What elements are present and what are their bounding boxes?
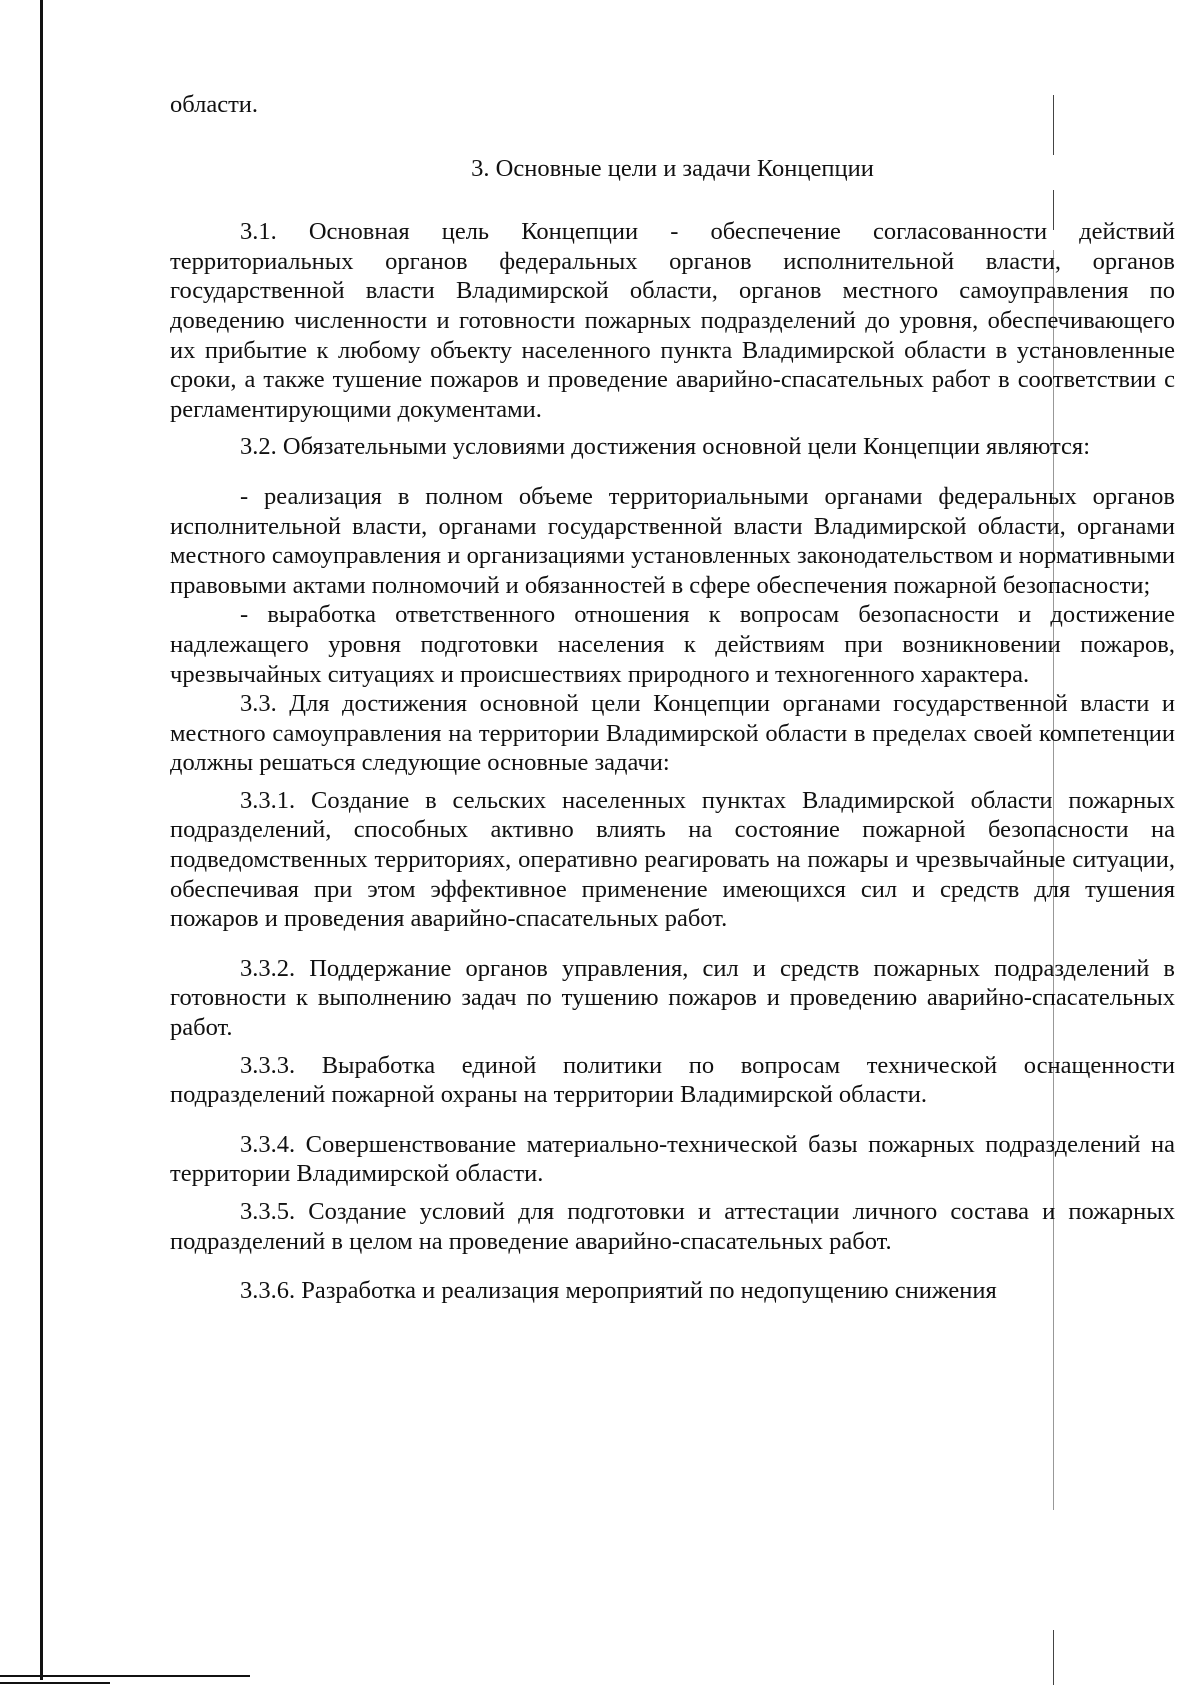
- document-page: [170, 90, 1175, 1306]
- list-item-responsibility: - выработка ответственного отношения к вопросам безопасности и достижение надлежащего уровня подготовки населения к действиям при возникновении пожаров, чрезвычайных ситуациях и происшествиях природного и техногенного характера.: [170, 601, 1175, 688]
- paragraph-3-3-6: 3.3.6. Разработка и реализация мероприятий по недопущению снижения: [240, 1277, 997, 1305]
- paragraph-3-3-4: 3.3.4. Совершенствование материально-технической базы пожарных подразделений на территории Владимирской области.: [170, 1130, 1175, 1188]
- paragraph-3-3-1: 3.3.1. Создание в сельских населенных пунктах Владимирской области пожарных подразделений, способных активно влиять на состояние пожарной безопасности на подведомственных территориях, оперативно реагировать на пожары и чрезвычайные ситуации, обеспечивая при этом эффективное применение имеющихся сил и средств для тушения пожаров и проведения аварийно-спасательных работ.: [170, 786, 1175, 933]
- page-margin-line: [40, 0, 43, 1680]
- scan-fold-mark: [1053, 1630, 1054, 1685]
- paragraph-3-3-2: 3.3.2. Поддержание органов управления, сил и средств пожарных подразделений в готовности к выполнению задач по тушению пожаров и проведению аварийно-спасательных работ.: [170, 954, 1175, 1042]
- paragraph-3-3-5: 3.3.5. Создание условий для подготовки и аттестации личного состава и пожарных подразделений в целом на проведение аварийно-спасательных работ.: [170, 1198, 1175, 1255]
- paragraph-3-3-3: 3.3.3. Выработка единой политики по вопросам технической оснащенности подразделений пожарной охраны на территории Владимирской области.: [170, 1051, 1175, 1109]
- list-item-realization: - реализация в полном объеме территориальными органами федеральных органов исполнительной власти, органами государственной власти Владимирской области, органами местного самоуправления и организациями установленных законодательством и нормативными правовыми актами полномочий и обязанностей в сфере обеспечения пожарной безопасности;: [170, 482, 1175, 599]
- bottom-edge-line: [0, 1675, 250, 1677]
- paragraph-3-2: 3.2. Обязательными условиями достижения основной цели Концепции являются:: [240, 433, 1090, 461]
- paragraph-3-3: 3.3. Для достижения основной цели Концепции органами государственной власти и местного самоуправления на территории Владимирской области в пределах своей компетенции должны решаться следующие основные задачи:: [170, 690, 1175, 777]
- continuation-text: области.: [170, 91, 259, 118]
- bottom-edge-line-lower: [0, 1682, 110, 1684]
- section-heading: 3. Основные цели и задачи Концепции: [471, 154, 874, 182]
- paragraph-3-1: 3.1. Основная цель Концепции - обеспечение согласованности действий территориальных органов федеральных органов исполнительной власти, органов государственной власти Владимирской области, органов местного самоуправления по доведению численности и готовности пожарных подразделений до уровня, обеспечивающего их прибытие к любому объекту населенного пункта Владимирской области в установленные сроки, а также тушение пожаров и проведение аварийно-спасательных работ в соответствии с регламентирующими документами.: [170, 218, 1175, 423]
